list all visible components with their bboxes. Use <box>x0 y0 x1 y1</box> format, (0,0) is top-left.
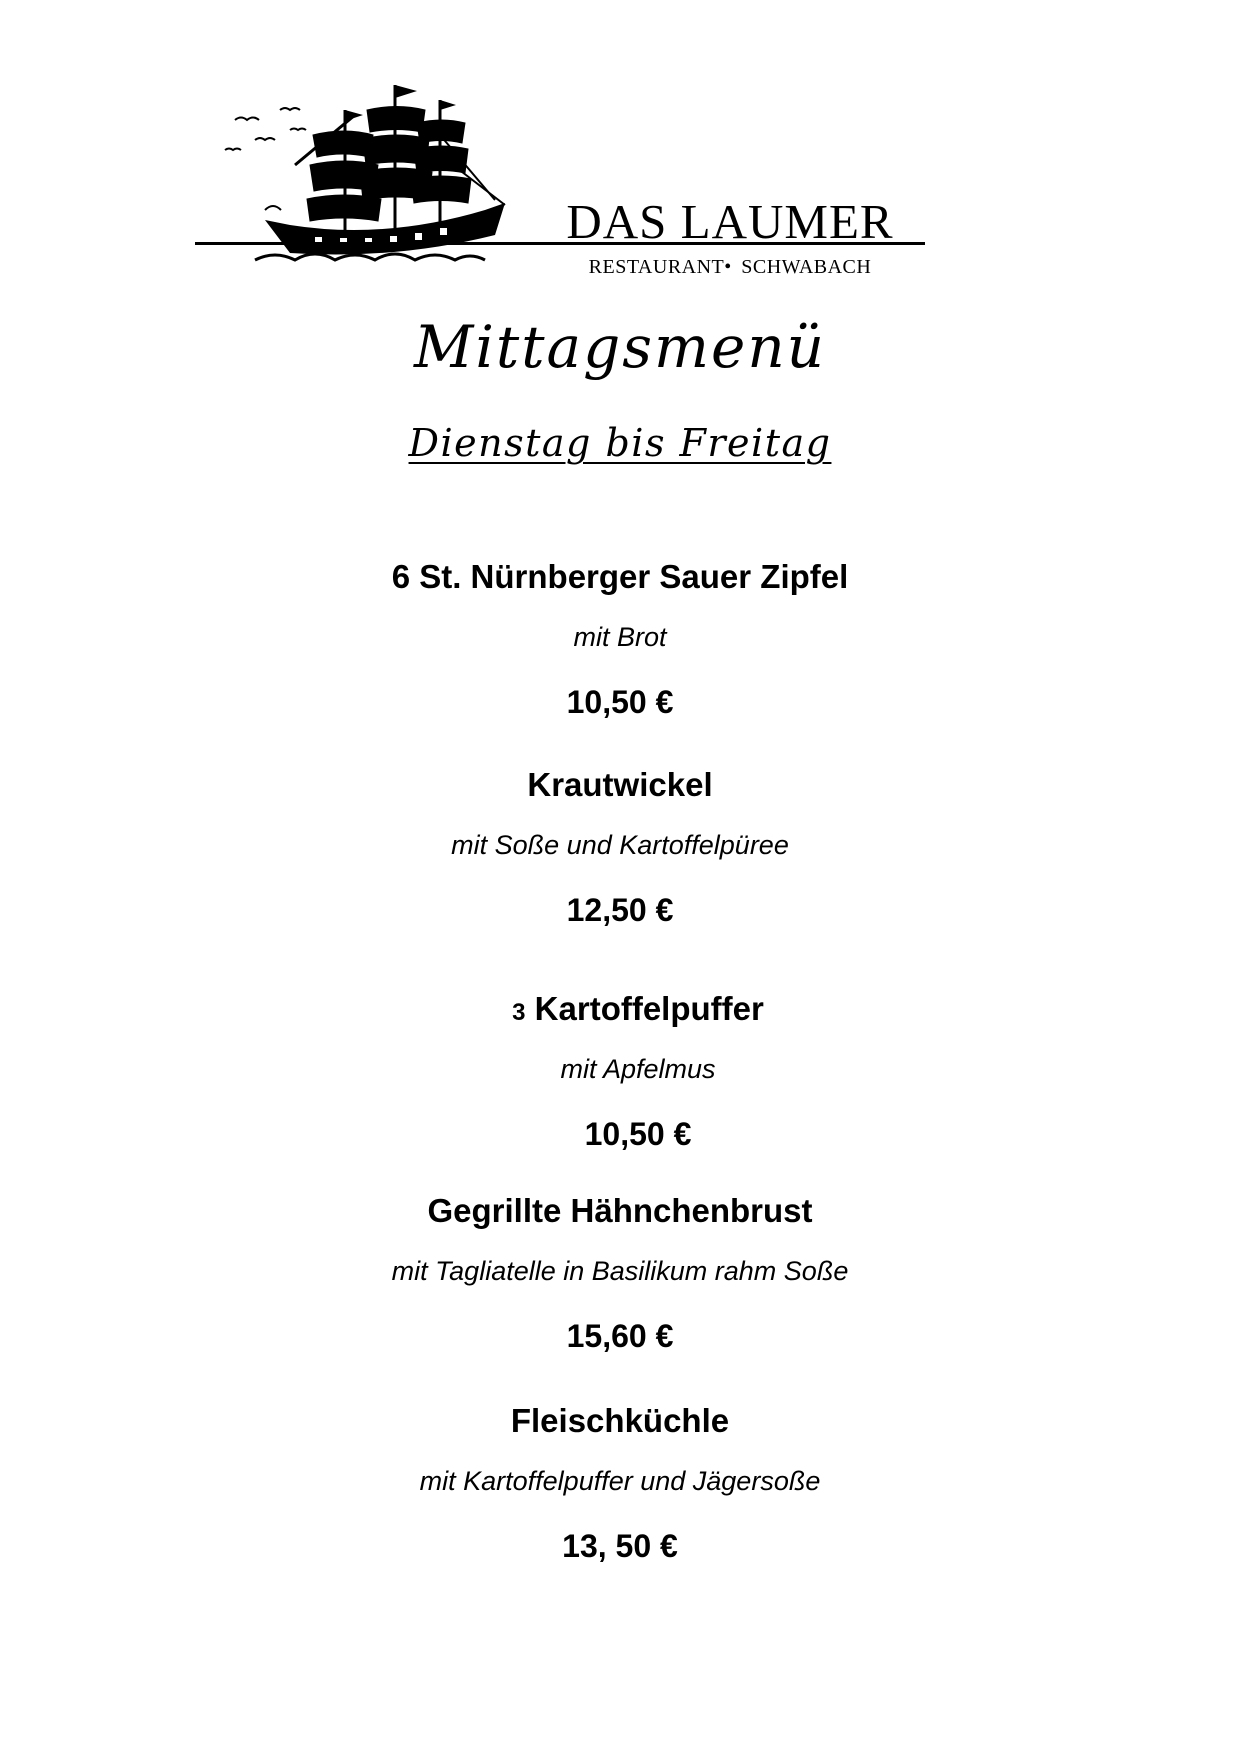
dish-name: Fleischküchle <box>510 1402 730 1439</box>
dish-name: 3 Kartoffelpuffer <box>512 990 764 1027</box>
dish-description: mit Brot <box>573 622 667 652</box>
dish-price: 10,50 € <box>584 1116 692 1152</box>
menu-title: Mittagsmenü <box>413 313 827 381</box>
dish-price: 15,60 € <box>566 1318 674 1354</box>
sailing-ship-icon <box>195 75 935 285</box>
dish-price: 12,50 € <box>566 892 674 928</box>
dish-description: mit Soße und Kartoffelpüree <box>451 830 789 860</box>
brand-subtitle: RESTAURANT• SCHWABACH <box>588 256 872 278</box>
dish-description: mit Kartoffelpuffer und Jägersoße <box>419 1466 821 1496</box>
restaurant-logo <box>195 75 935 285</box>
menu-subtitle: Dienstag bis Freitag <box>408 421 832 465</box>
dish-name: Krautwickel <box>527 766 713 803</box>
brand-name: DAS LAUMER <box>566 194 894 249</box>
dish-price: 13, 50 € <box>562 1528 678 1564</box>
dish-description: mit Apfelmus <box>560 1054 716 1084</box>
dish-quantity: 3 <box>512 999 526 1026</box>
dish-price: 10,50 € <box>566 684 674 720</box>
dish-name: Gegrillte Hähnchenbrust <box>427 1192 813 1229</box>
dish-description: mit Tagliatelle in Basilikum rahm Soße <box>391 1256 849 1286</box>
dish-name: 6 St. Nürnberger Sauer Zipfel <box>391 558 849 595</box>
